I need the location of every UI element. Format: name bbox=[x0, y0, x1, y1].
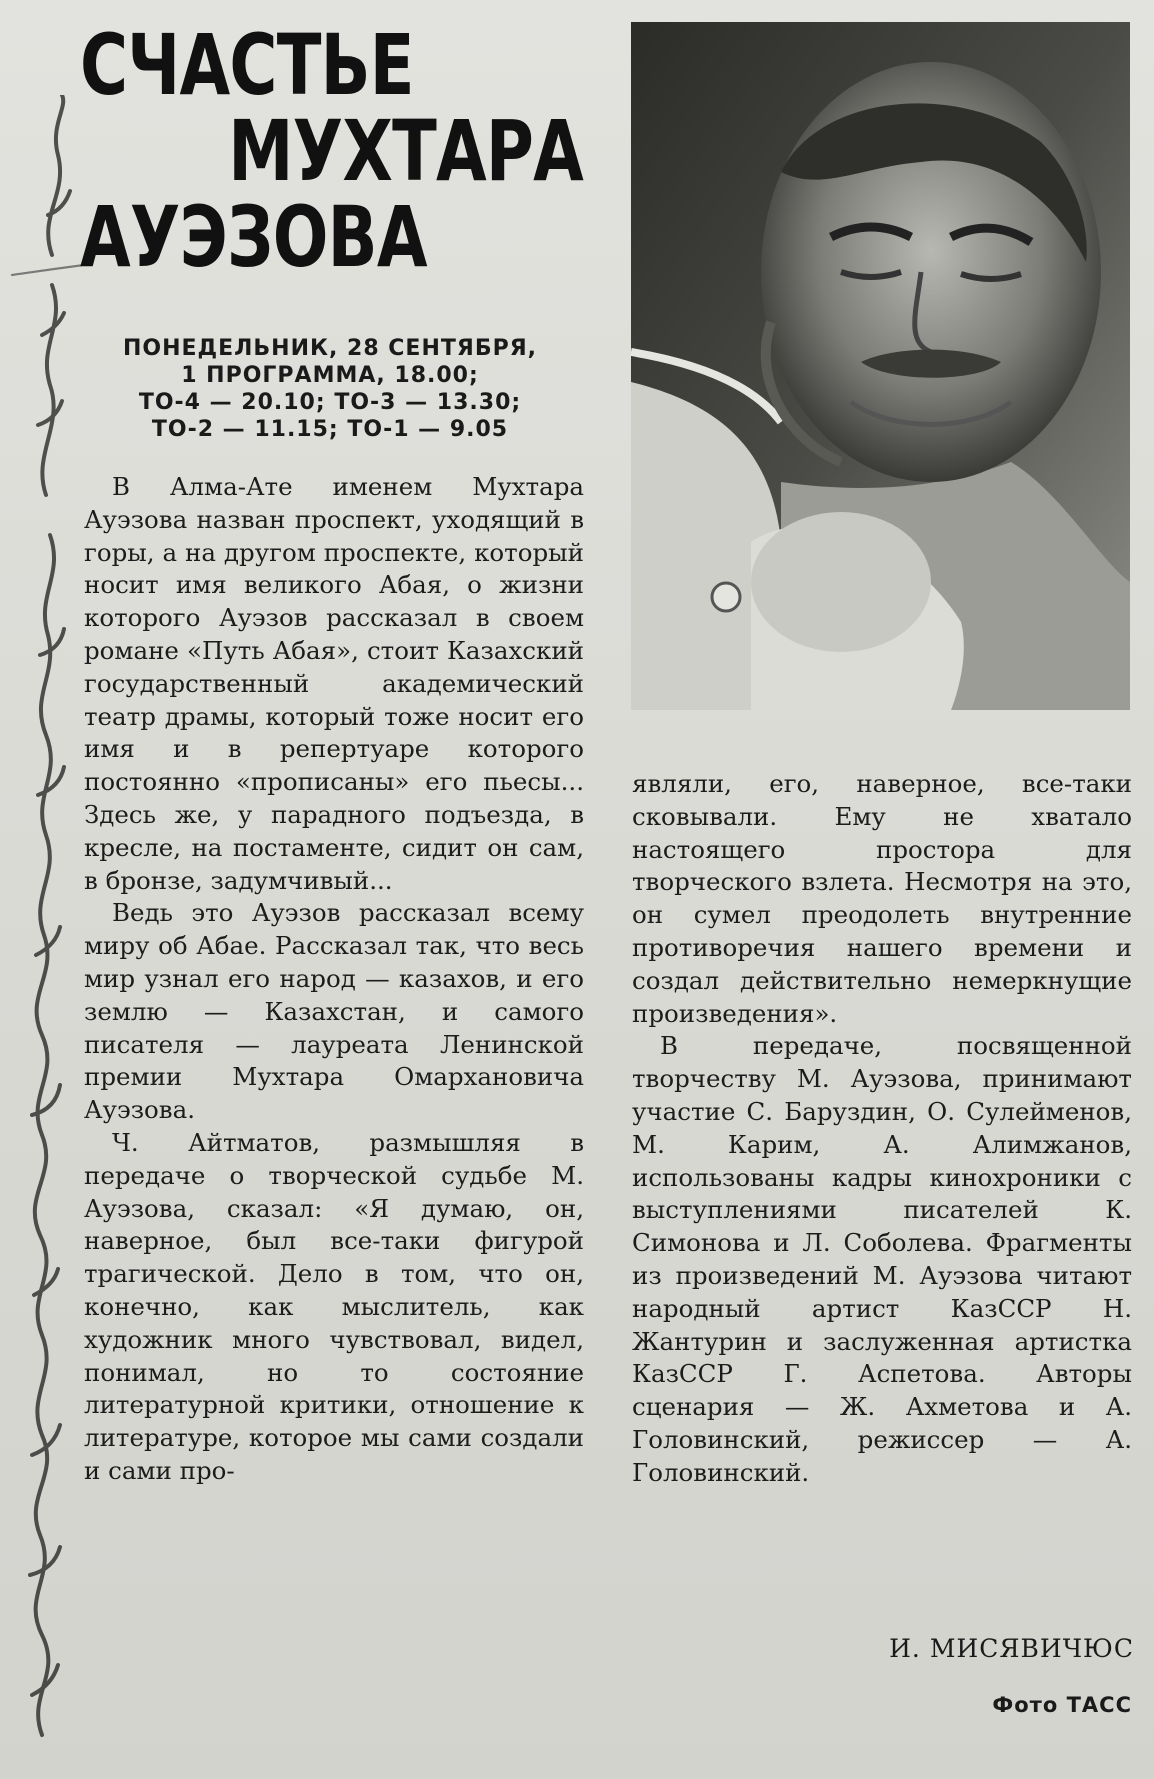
paragraph: являли, его, наверное, все-таки сковывали. Ему не хватало настоящего простора для творческого взлета. Несмотря на это, он сумел преодолеть внутренние противоречия нашего времени и создал действительно немеркнущие произведения». bbox=[632, 769, 1132, 1028]
portrait-photo bbox=[631, 22, 1130, 710]
paragraph: В Алма-Ате именем Мухтара Ауэзова назван проспект, уходящий в горы, а на другом проспекте, который носит имя великого Абая, о жизни которого Ауэзов рассказал в своем романе «Путь Абая», стоит Казахский государственный академический театр драмы, который тоже носит его имя и в репертуаре которого постоянно «прописаны» его пьесы... Здесь же, у парадного подъезда, в кресле, на постаменте, сидит он сам, в бронзе, задумчивый... bbox=[84, 472, 584, 895]
article-column-right bbox=[632, 768, 1132, 1490]
photo-credit: Фото ТАСС bbox=[992, 1693, 1132, 1717]
paragraph: В передаче, посвященной творчеству М. Ауэзова, принимают участие С. Баруздин, О. Сулейменов, М. Карим, А. Алимжанов, использованы кадры кинохроники с выступлениями писателей К. Симонова и Л. Соболева. Фрагменты из произведений М. Ауэзова читают народный артист КазССР Н. Жантурин и заслуженная артистка КазССР Г. Аспетова. Авторы сценария — Ж. Ахметова и А. Головинский, режиссер — А. Головинский. bbox=[632, 1031, 1132, 1487]
author-signature: И. МИСЯВИЧЮС bbox=[889, 1634, 1134, 1663]
headline-line-2: МУХТАРА bbox=[228, 102, 584, 200]
article-column-left bbox=[84, 471, 584, 1488]
schedule-line: ТО-4 — 20.10; ТО-3 — 13.30; bbox=[138, 390, 522, 415]
headline bbox=[80, 16, 584, 286]
schedule-line: ТО-2 — 11.15; ТО-1 — 9.05 bbox=[151, 417, 509, 442]
paragraph: Ч. Айтматов, размышляя в передаче о творческой судьбе М. Ауэзова, сказал: «Я думаю, он, наверное, был все-таки фигурой трагической. Дело в том, что он, конечно, как мыслитель, как художник много чувствовал, видел, понимал, но то состояние литературной критики, отношение к литературе, которое мы сами создали и сами про- bbox=[84, 1127, 584, 1485]
headline-line-3: АУЭЗОВА bbox=[80, 188, 427, 286]
paragraph: Ведь это Ауэзов рассказал всему миру об Абае. Рассказал так, что весь мир узнал его народ — казахов, и его землю — Казахстан, и самого писателя — лауреата Ленинской премии Мухтара Омархановича Ауэзова. bbox=[84, 898, 584, 1125]
schedule-line: ПОНЕДЕЛЬНИК, 28 СЕНТЯБРЯ, bbox=[122, 336, 538, 361]
broadcast-schedule bbox=[60, 335, 600, 443]
schedule-line: 1 ПРОГРАММА, 18.00; bbox=[181, 363, 479, 388]
headline-line-1: СЧАСТЬЕ bbox=[80, 16, 414, 114]
